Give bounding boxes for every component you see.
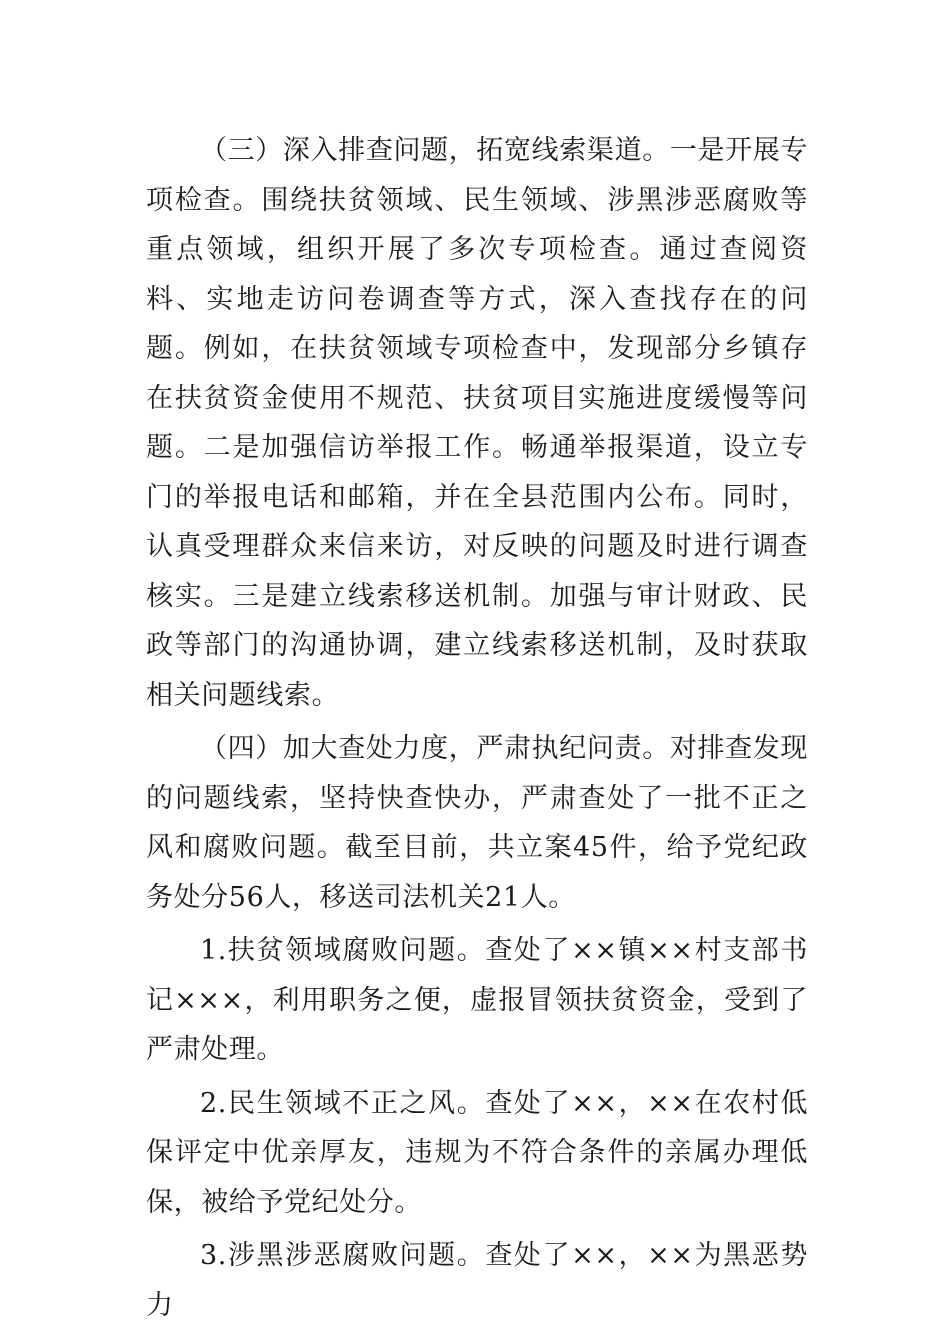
paragraph-item-2: 2.民生领域不正之风。查处了××，××在农村低保评定中优亲厚友，违规为不符合条件的亲属办理低保，被给予党纪处分。 xyxy=(146,1087,808,1218)
paragraph-item-3: 3.涉黑涉恶腐败问题。查处了××，××为黑恶势力 xyxy=(146,1240,808,1321)
paragraph-section-three: （三）深入排查问题，拓宽线索渠道。一是开展专项检查。围绕扶贫领域、民生领域、涉黑涉恶腐败等重点领域，组织开展了多次专项检查。通过查阅资料、实地走访问卷调查等方式，深入查找存在的问题。例如，在扶贫领域专项检查中，发现部分乡镇存在扶贫资金使用不规范、扶贫项目实施进度缓慢等问题。二是加强信访举报工作。畅通举报渠道，设立专门的举报电话和邮箱，并在全县范围内公布。同时，认真受理群众来信来访，对反映的问题及时进行调查核实。三是建立线索移送机制。加强与审计财政、民政等部门的沟通协调，建立线索移送机制，及时获取相关问题线索。 xyxy=(146,135,808,711)
document-body xyxy=(146,126,808,1334)
paragraph-item-1: 1.扶贫领域腐败问题。查处了××镇××村支部书记×××，利用职务之便，虚报冒领扶贫资金，受到了严肃处理。 xyxy=(146,935,808,1065)
paragraph-section-four: （四）加大查处力度，严肃执纪问责。对排查发现的问题线索，坚持快查快办，严肃查处了一批不正之风和腐败问题。截至目前，共立案45件，给予党纪政务处分56人，移送司法机关21人。 xyxy=(146,733,808,913)
